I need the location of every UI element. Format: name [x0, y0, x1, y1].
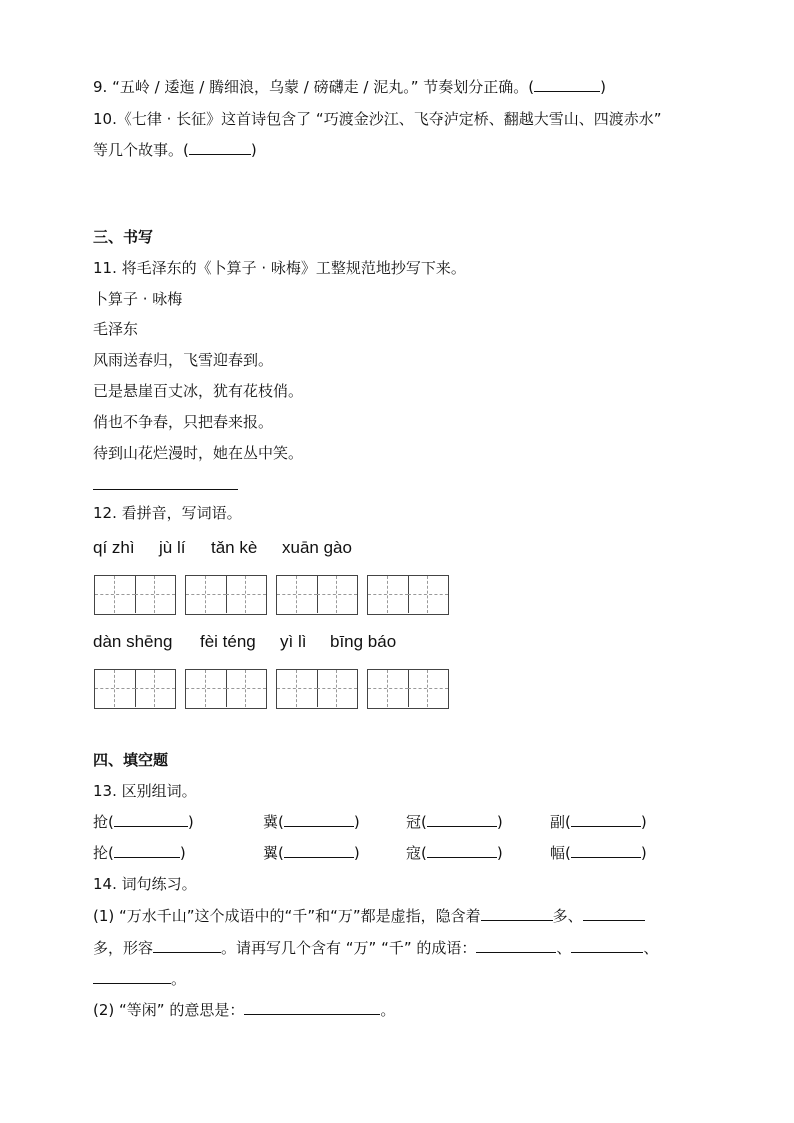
answer-blank[interactable]: [427, 843, 497, 858]
answer-blank[interactable]: [153, 938, 221, 953]
question-9-text: 9. “五岭 / 逶迤 / 腾细浪，乌蒙 / 磅礴走 / 泥丸。” 节奏划分正确。(: [93, 78, 535, 96]
question-14-part1-line2: 多，形容 。请再写几个含有 “万” “千” 的成语： 、 、: [93, 939, 659, 957]
question-12-prompt: 12. 看拼音，写词语。: [93, 504, 242, 522]
word-item: 寇( ): [406, 844, 503, 862]
writing-box[interactable]: [367, 575, 449, 615]
word-item: 翼( ): [263, 844, 360, 862]
section-3-title: 三、书写: [93, 228, 154, 246]
answer-blank[interactable]: [284, 843, 354, 858]
pinyin: bīng báo: [330, 632, 397, 651]
answer-blank[interactable]: [93, 969, 171, 984]
answer-blank[interactable]: [571, 938, 643, 953]
question-14-part1-line3: 。: [93, 969, 186, 989]
pinyin: yì lì: [280, 632, 307, 651]
pinyin: jù lí: [159, 538, 186, 557]
word-item: 幅( ): [550, 844, 647, 862]
question-14-prompt: 14. 词句练习。: [93, 875, 197, 893]
writing-box[interactable]: [94, 575, 176, 615]
writing-box[interactable]: [276, 669, 358, 709]
word-item: 抢( ): [93, 813, 194, 831]
question-11-prompt: 11. 将毛泽东的《卜算子 · 咏梅》工整规范地抄写下来。: [93, 259, 466, 277]
answer-blank[interactable]: [583, 906, 645, 921]
poem-author: 毛泽东: [93, 320, 139, 338]
poem-line: 风雨送春归，飞雪迎春到。: [93, 351, 274, 369]
question-14-part1-line1: (1) “万水千山”这个成语中的“千”和“万”都是虚指，隐含着 多、: [93, 906, 645, 926]
pinyin: qí zhì: [93, 538, 135, 557]
question-9: 9. “五岭 / 逶迤 / 腾细浪，乌蒙 / 磅礴走 / 泥丸。” 节奏划分正确。( ): [93, 78, 606, 96]
writing-box[interactable]: [367, 669, 449, 709]
poem-title: 卜算子 · 咏梅: [93, 290, 183, 308]
answer-blank[interactable]: [244, 1000, 380, 1015]
question-14-part2: (2) “等闲” 的意思是： 。: [93, 1001, 396, 1019]
answer-blank[interactable]: [571, 843, 641, 858]
question-10-line2: 等几个故事。( ): [93, 141, 257, 159]
poem-line: 已是悬崖百丈冰，犹有花枝俏。: [93, 382, 304, 400]
poem-line: 俏也不争春，只把春来报。: [93, 413, 274, 431]
word-item: 冀( ): [263, 813, 360, 831]
writing-box[interactable]: [185, 669, 267, 709]
writing-box[interactable]: [276, 575, 358, 615]
word-item: 副( ): [550, 813, 647, 831]
writing-box[interactable]: [94, 669, 176, 709]
pinyin: tǎn kè: [211, 538, 258, 557]
answer-blank[interactable]: [114, 812, 188, 827]
answer-blank[interactable]: [476, 938, 556, 953]
answer-blank[interactable]: [571, 812, 641, 827]
answer-blank[interactable]: [534, 77, 600, 92]
answer-blank[interactable]: [114, 843, 180, 858]
word-item: 抡( ): [93, 844, 186, 862]
pinyin: xuān gào: [282, 538, 352, 557]
answer-blank[interactable]: [284, 812, 354, 827]
pinyin: dàn shēng: [93, 632, 173, 651]
section-4-title: 四、填空题: [93, 751, 169, 769]
question-13-prompt: 13. 区别组词。: [93, 782, 197, 800]
answer-blank[interactable]: [427, 812, 497, 827]
poem-line: 待到山花烂漫时，她在丛中笑。: [93, 444, 304, 462]
answer-blank[interactable]: [481, 906, 553, 921]
answer-blank[interactable]: [189, 140, 251, 155]
pinyin: fèi téng: [200, 632, 256, 651]
word-item: 冠( ): [406, 813, 503, 831]
copy-answer-line[interactable]: [93, 489, 238, 490]
question-10-line1: 10.《七律 · 长征》这首诗包含了 “巧渡金沙江、飞夺泸定桥、翻越大雪山、四渡赤水”: [93, 110, 662, 128]
writing-box[interactable]: [185, 575, 267, 615]
